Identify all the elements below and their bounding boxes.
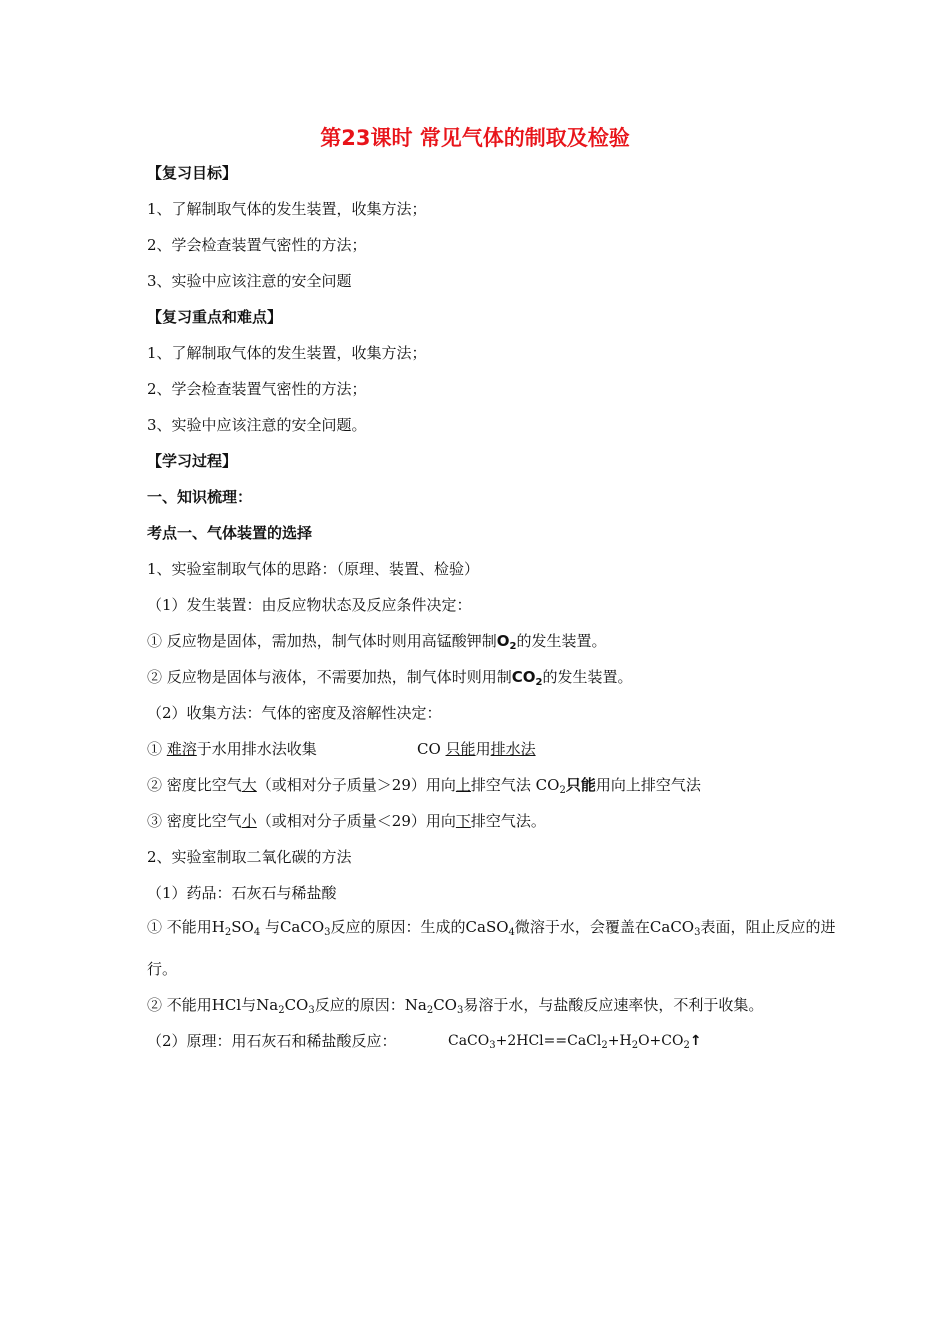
bold-text: 只能 (565, 776, 596, 794)
chemical-equation (448, 1031, 702, 1056)
text: 排空气法。 (470, 812, 546, 830)
text: ② 密度比空气 (147, 776, 242, 794)
text: 表面，阻止反应的进行。 (147, 918, 836, 978)
key-point-item: 2、学会检查装置气密性的方法； (147, 380, 367, 398)
text: （或相对分子质量＜29）用向 (256, 812, 456, 830)
underlined-text: 只能 (445, 740, 476, 758)
text: CaCO (448, 1033, 490, 1049)
subscript: 2 (426, 1005, 434, 1016)
text: ① 不能用H (147, 918, 225, 936)
text: 与CaCO (260, 918, 325, 936)
text: （或相对分子质量＞29）用向 (256, 776, 456, 794)
paragraph: 1、实验室制取气体的思路：（原理、装置、检验） (147, 560, 480, 578)
paragraph: （2）原理：用石灰石和稀盐酸反应： (147, 1032, 397, 1050)
underlined-text: 排水法 (490, 740, 536, 758)
paragraph: （1）发生装置：由反应物状态及反应条件决定： (147, 596, 472, 614)
text: 反应的原因：生成的CaSO (330, 918, 509, 936)
list-item (147, 667, 633, 693)
objective-item: 2、学会检查装置气密性的方法； (147, 236, 367, 254)
text: 排空气法 CO (470, 776, 560, 794)
subscript: 3 (456, 1005, 464, 1016)
underlined-text: 下 (455, 812, 471, 830)
text: O+CO (638, 1033, 684, 1049)
subscript: 2 (631, 1040, 639, 1051)
text: 的发生装置。 (516, 632, 607, 650)
list-item (147, 909, 837, 987)
text: CO (417, 740, 446, 758)
text: +2HCl==CaCl (495, 1033, 602, 1049)
subscript: 2 (601, 1040, 608, 1051)
text: 用向上排空气法 (595, 776, 701, 794)
text: +H (607, 1033, 632, 1049)
text: 易溶于水，与盐酸反应速率快，不利于收集。 (463, 996, 764, 1014)
paragraph: （2）收集方法：气体的密度及溶解性决定： (147, 704, 442, 722)
subscript: 4 (253, 927, 261, 938)
list-item (147, 775, 701, 801)
text: 用 (475, 740, 491, 758)
subscript: 2 (535, 677, 543, 688)
list-item-note (417, 739, 536, 759)
paragraph: 2、实验室制取二氧化碳的方法 (147, 848, 352, 866)
text: ② 反应物是固体与液体，不需要加热，制气体时则用制 (147, 668, 512, 686)
underlined-text: 上 (455, 776, 471, 794)
list-item (147, 631, 607, 657)
text: ① (147, 740, 167, 758)
text: ① 反应物是固体，需加热，制气体时则用高锰酸钾制 (147, 632, 497, 650)
subscript: 3 (324, 927, 331, 938)
text: CO (284, 996, 309, 1014)
underlined-text: 难溶 (166, 740, 197, 758)
objective-item: 1、了解制取气体的发生装置，收集方法； (147, 200, 427, 218)
objective-item: 3、实验中应该注意的安全问题 (147, 272, 352, 290)
key-points-heading: 【复习重点和难点】 (147, 308, 283, 326)
key-point-item: 1、了解制取气体的发生装置，收集方法； (147, 344, 427, 362)
text: ③ 密度比空气 (147, 812, 242, 830)
up-arrow-icon: ↑ (689, 1033, 702, 1049)
subscript: 4 (508, 927, 515, 938)
text: 于水用排水法收集 (196, 740, 317, 758)
underlined-text: 大 (241, 776, 257, 794)
text: SO (231, 918, 254, 936)
part-heading: 一、知识梳理： (147, 488, 253, 506)
subscript: 2 (559, 785, 566, 796)
subscript: 2 (278, 1005, 285, 1016)
text: 的发生装置。 (542, 668, 633, 686)
chem-formula: O (496, 632, 510, 650)
list-item (147, 811, 546, 831)
text: 微溶于水，会覆盖在CaCO (514, 918, 695, 936)
text: 反应的原因：Na (314, 996, 427, 1014)
topic-heading: 考点一、气体装置的选择 (147, 524, 313, 542)
text: CO (433, 996, 457, 1014)
chem-formula: CO (511, 668, 536, 686)
page-title: 第23课时 常见气体的制取及检验 (320, 126, 630, 150)
subscript: 2 (224, 927, 232, 938)
list-item (147, 739, 317, 759)
process-heading: 【学习过程】 (147, 452, 238, 470)
list-item (147, 995, 763, 1021)
objectives-heading: 【复习目标】 (147, 164, 238, 182)
subscript: 2 (509, 641, 517, 652)
paragraph: （1）药品：石灰石与稀盐酸 (147, 884, 337, 902)
subscript: 3 (489, 1040, 496, 1051)
subscript: 3 (308, 1005, 315, 1016)
key-point-item: 3、实验中应该注意的安全问题。 (147, 416, 367, 434)
subscript: 3 (694, 927, 701, 938)
subscript: 2 (683, 1040, 690, 1051)
text: ② 不能用HCl与Na (147, 996, 279, 1014)
underlined-text: 小 (241, 812, 257, 830)
